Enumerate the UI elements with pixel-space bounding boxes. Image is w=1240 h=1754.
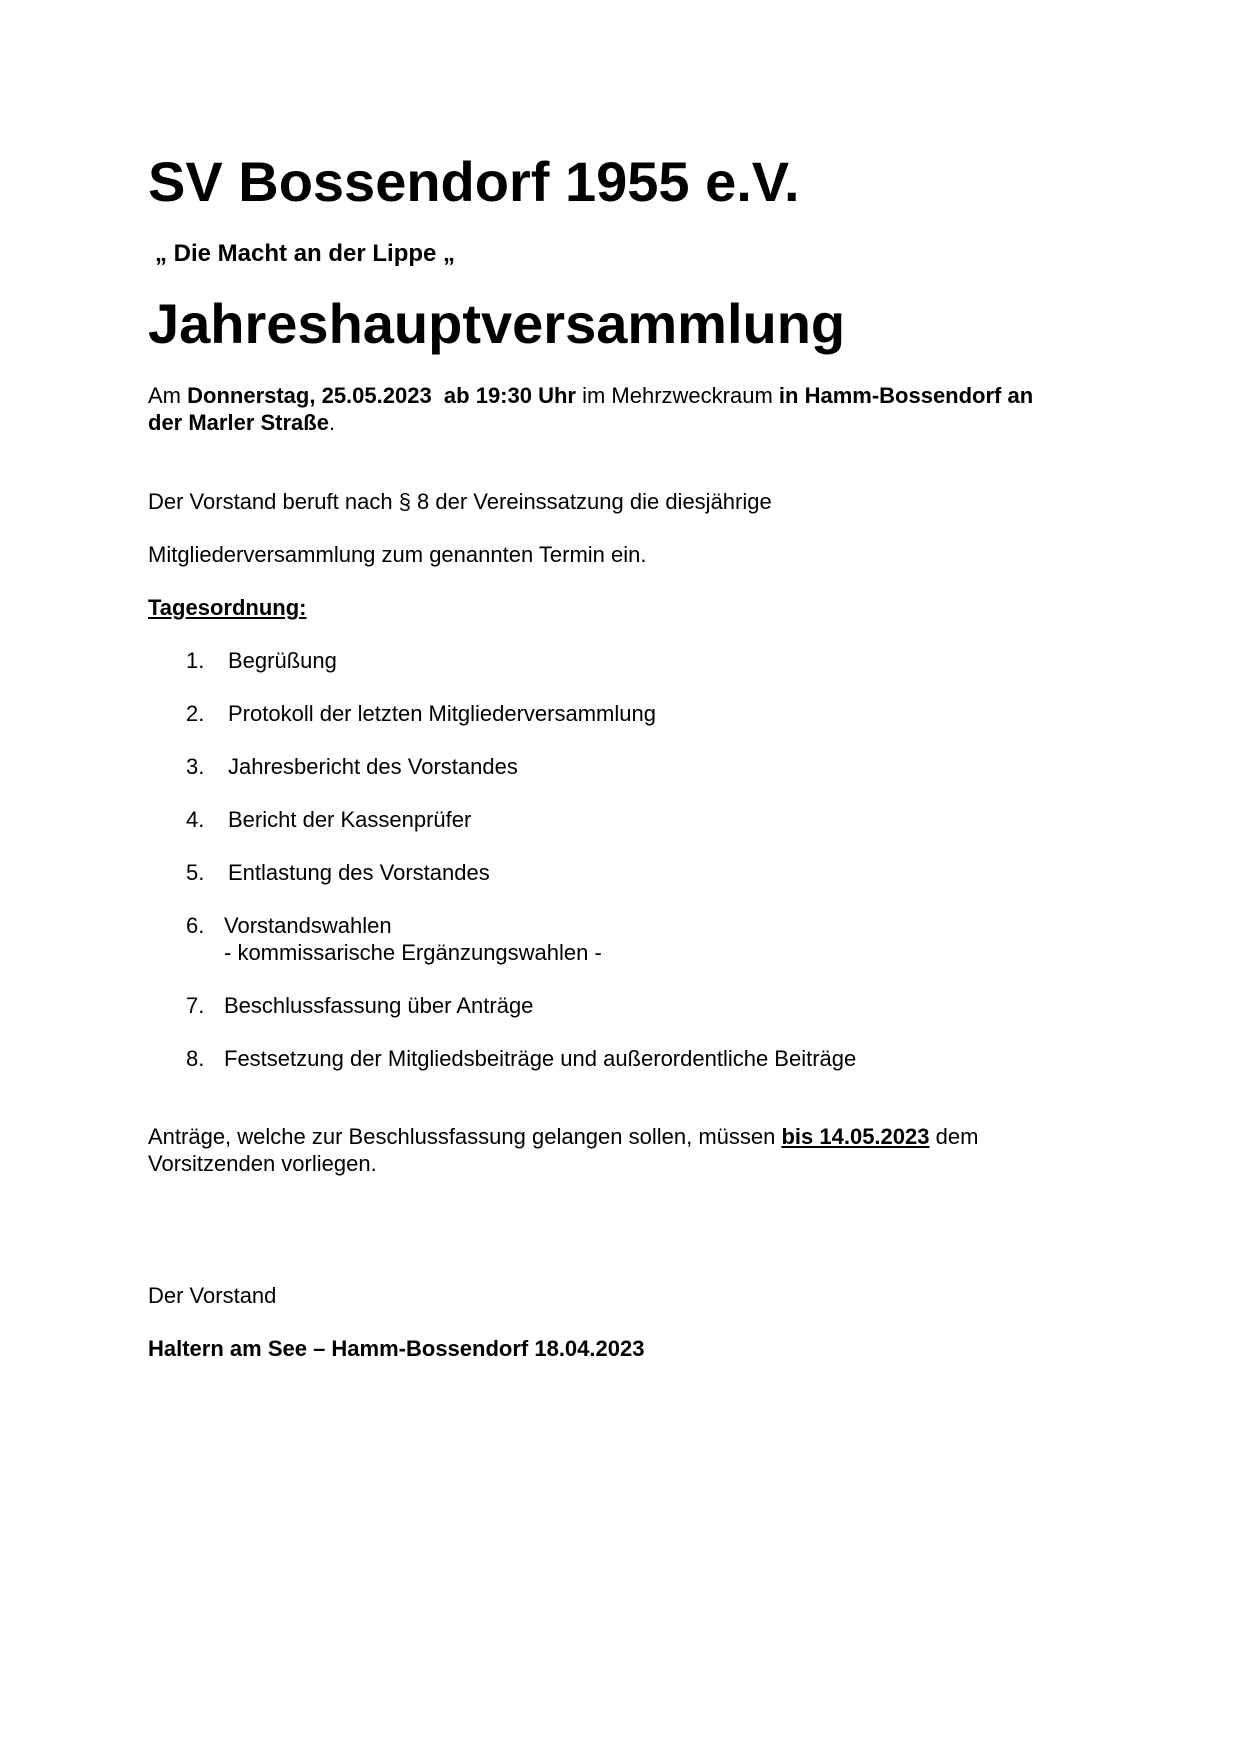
agenda-item-text: Festsetzung der Mitgliedsbeiträge und außerordentliche Beiträge <box>224 1046 857 1071</box>
agenda-item-number: 7. <box>186 993 205 1018</box>
meeting-prefix: Am <box>148 383 188 408</box>
intro-line-1: Der Vorstand beruft nach § 8 der Vereinssatzung die diesjährige <box>148 489 772 514</box>
agenda-item-number: 5. <box>186 860 205 885</box>
agenda-heading: Tagesordnung: <box>148 595 307 620</box>
meeting-location-line-2: der Marler Straße <box>148 410 329 435</box>
agenda-item-number: 4. <box>186 807 205 832</box>
meeting-info-line-2 <box>148 409 1033 436</box>
agenda-item-text: Bericht der Kassenprüfer <box>228 807 472 832</box>
agenda-item-text: Vorstandswahlen <box>224 913 392 938</box>
deadline-date: bis 14.05.2023 <box>781 1124 930 1149</box>
deadline-text-after: dem <box>929 1124 979 1149</box>
agenda-item-number: 8. <box>186 1046 205 1071</box>
intro-line-2: Mitgliederversammlung zum genannten Termin ein. <box>148 542 647 567</box>
meeting-suffix: . <box>328 410 336 435</box>
agenda-item-text: Begrüßung <box>228 648 337 673</box>
agenda-item-number: 6. <box>186 913 205 938</box>
agenda-item-text: Jahresbericht des Vorstandes <box>228 754 518 779</box>
agenda-item-text: Protokoll der letzten Mitgliederversammlung <box>228 701 656 726</box>
agenda-item-text: Entlastung des Vorstandes <box>228 860 490 885</box>
meeting-date-time: Donnerstag, 25.05.2023 ab 19:30 Uhr <box>187 383 576 408</box>
deadline-text-before: Anträge, welche zur Beschlussfassung gelangen sollen, müssen <box>148 1124 782 1149</box>
meeting-info <box>148 382 1033 436</box>
deadline-line-1 <box>148 1123 978 1150</box>
signature: Der Vorstand <box>148 1283 277 1308</box>
meeting-room: im Mehrzweckraum <box>575 383 779 408</box>
agenda-item-subtext: - kommissarische Ergänzungswahlen - <box>224 940 602 965</box>
agenda-item-number: 2. <box>186 701 205 726</box>
place-date: Haltern am See – Hamm-Bossendorf 18.04.2023 <box>148 1336 645 1361</box>
meeting-info-line-1 <box>148 382 1033 409</box>
agenda-item-number: 1. <box>186 648 205 673</box>
deadline-notice <box>148 1123 978 1177</box>
deadline-line-2: Vorsitzenden vorliegen. <box>148 1151 377 1176</box>
agenda-item-text: Beschlussfassung über Anträge <box>224 993 534 1018</box>
club-motto: „ Die Macht an der Lippe „ <box>155 240 456 267</box>
meeting-location-line-1: in Hamm-Bossendorf an <box>778 383 1034 408</box>
document-title: Jahreshauptversammlung <box>148 292 846 355</box>
agenda-item-number: 3. <box>186 754 205 779</box>
club-name: SV Bossendorf 1955 e.V. <box>148 150 800 213</box>
